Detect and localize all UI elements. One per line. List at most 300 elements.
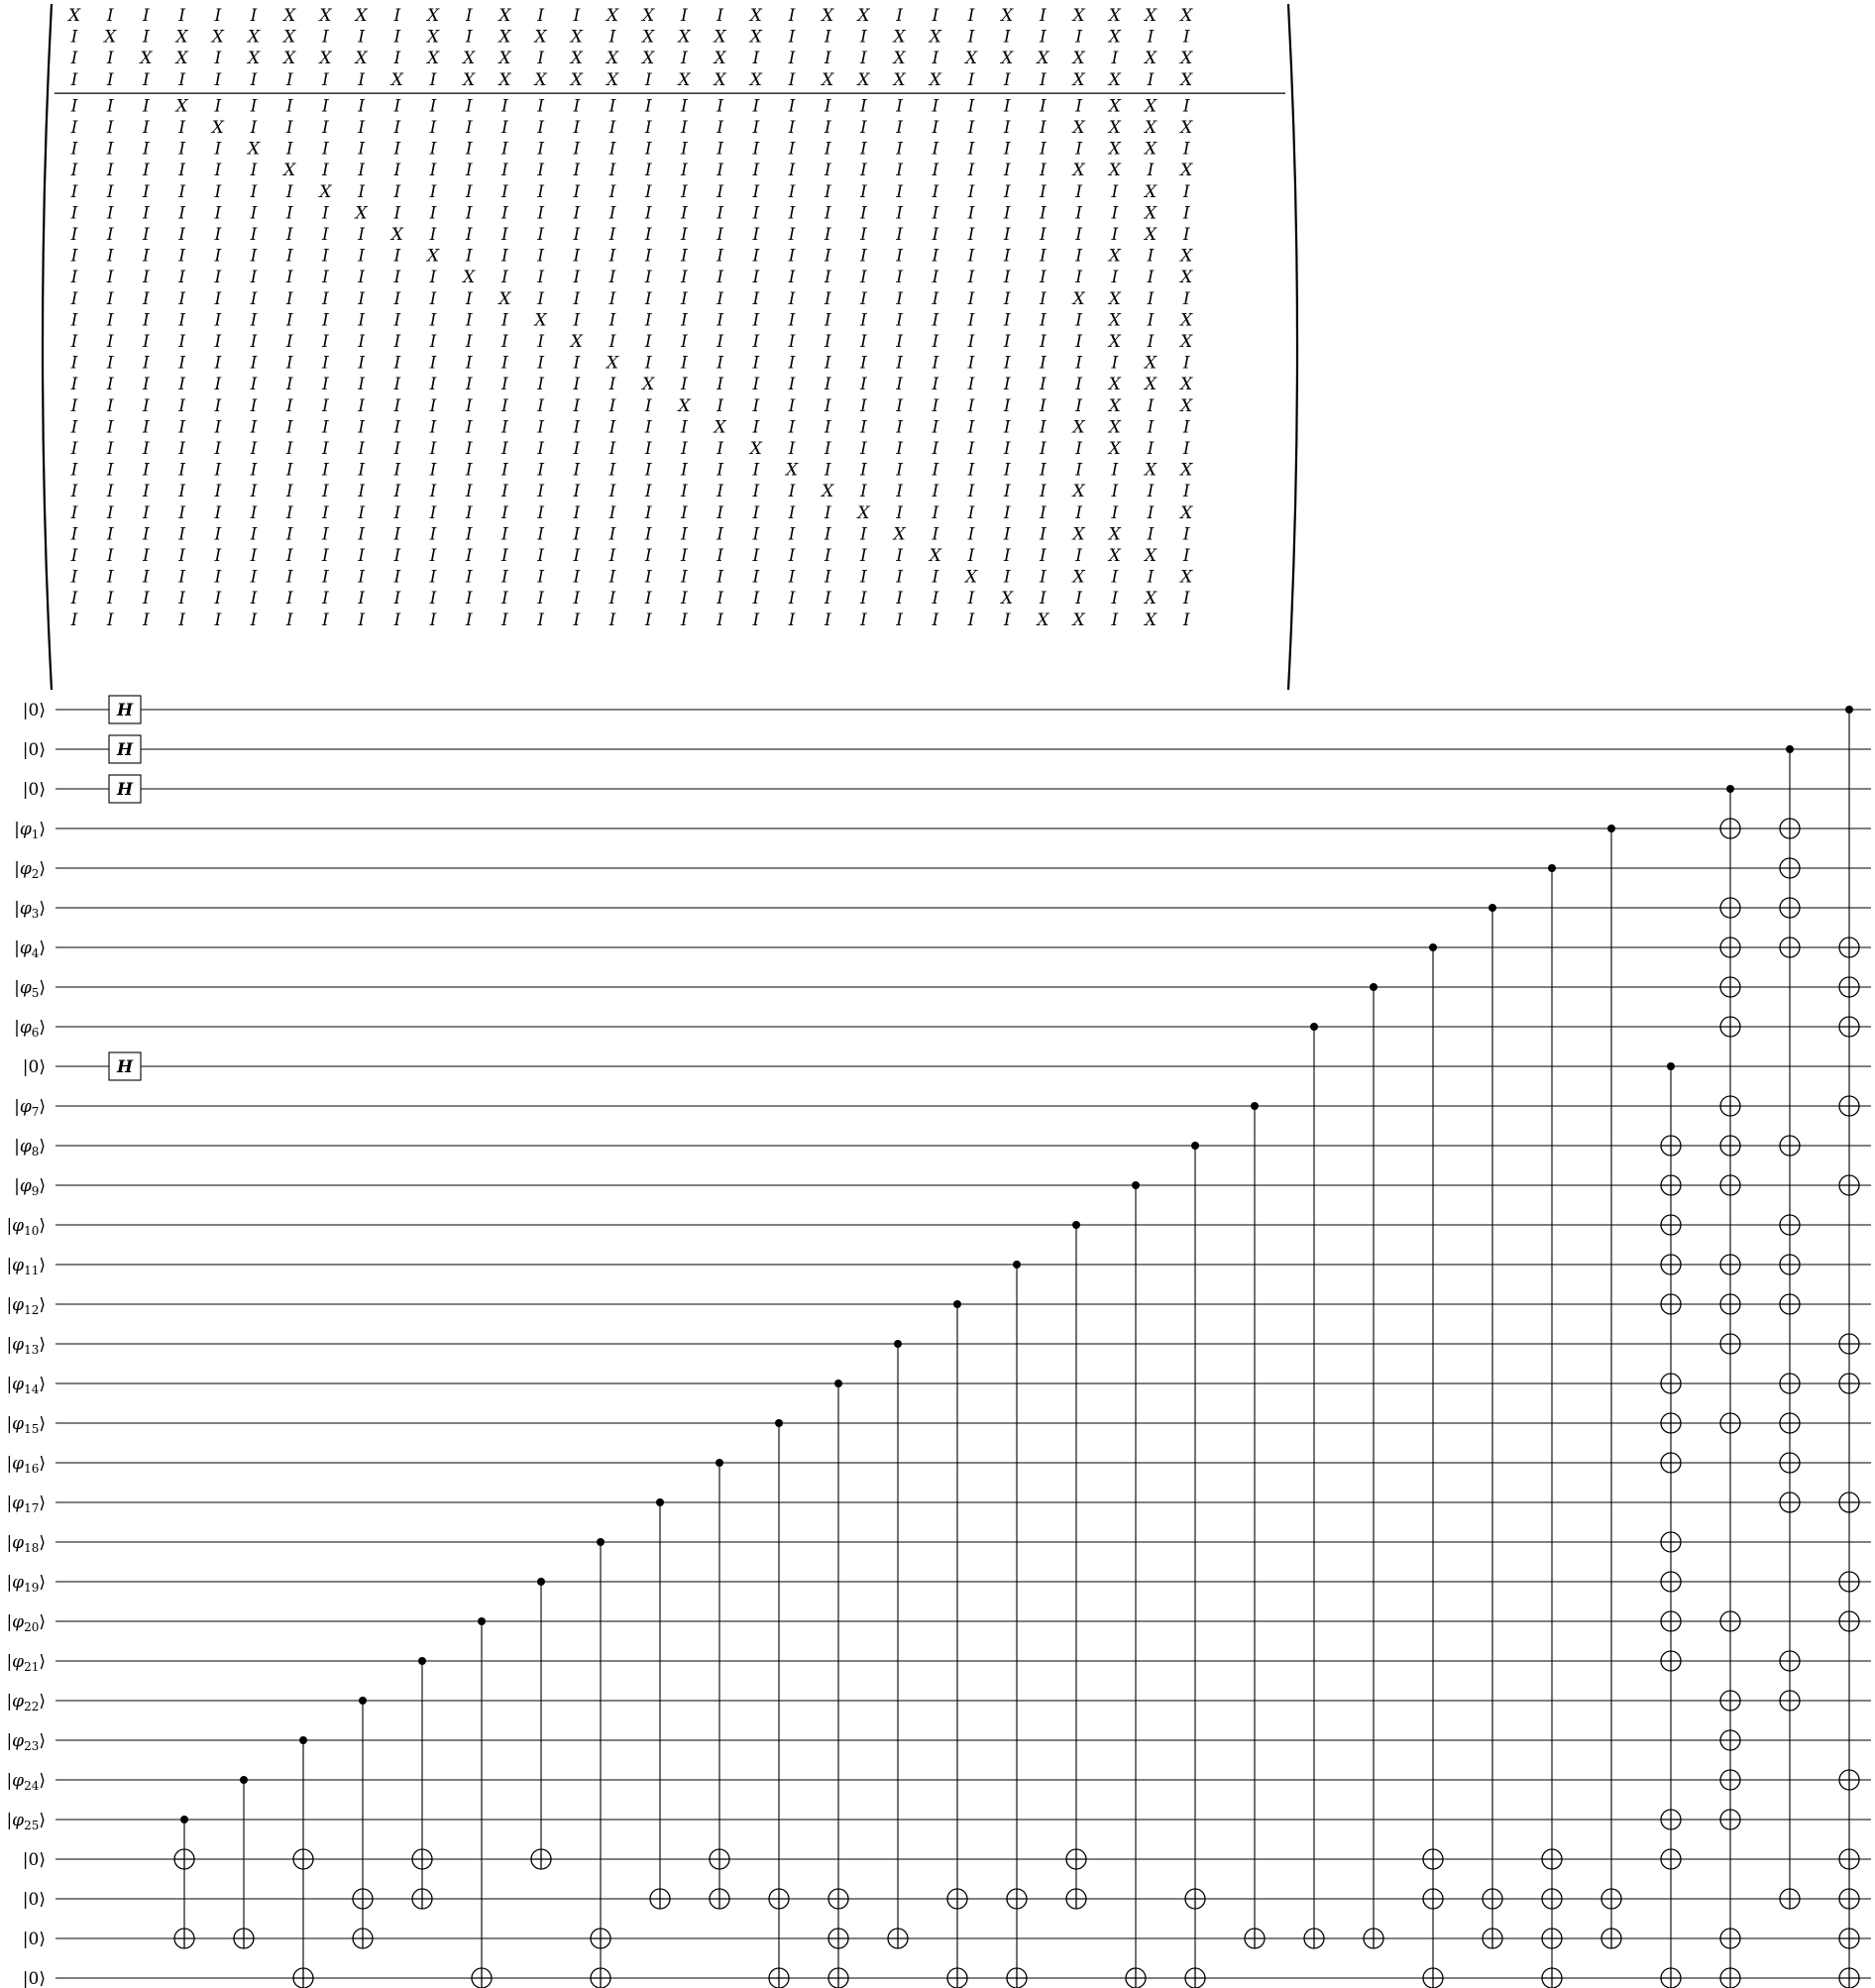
matrix-cell: I [250,417,258,438]
cnot-target [1720,819,1740,838]
matrix-cell: X [498,49,511,69]
matrix-cell: I [285,225,293,245]
matrix-cell: I [106,310,114,331]
wire-ket-symbol: φ [12,1652,25,1672]
matrix-cell: I [106,181,114,202]
matrix-cell: I [70,139,78,160]
wire-ket-symbol: φ [19,939,32,958]
matrix-cell: I [1111,181,1119,202]
control-dot [299,1736,307,1744]
matrix-cell: X [426,246,440,267]
wire-ket-subscript: 11 [24,1264,40,1277]
matrix-cell: I [429,460,437,481]
matrix-cell: I [1111,268,1119,288]
matrix-cell: I [501,203,508,224]
matrix-cell: I [214,49,222,69]
matrix-cell: I [896,375,903,395]
matrix-cell: X [893,69,906,90]
matrix-cell: I [860,353,867,374]
matrix-cell: I [465,439,473,459]
matrix-cell: I [358,96,365,117]
matrix-cell: I [465,310,473,331]
matrix-cell: I [1182,27,1190,48]
cnot-target [472,1968,492,1988]
matrix-cell: I [824,502,831,523]
matrix-cell: I [1147,69,1155,90]
wire-label: $|\varphi_{25}⟩$ [6,1811,46,1832]
matrix-cell: I [932,332,939,352]
matrix-cell: I [788,288,796,309]
matrix-cell: I [1182,96,1190,117]
matrix-cell: I [1003,567,1011,588]
wire-label: $|\varphi_{15}⟩$ [6,1414,46,1436]
matrix-cell: I [1182,225,1190,245]
matrix-cell: I [608,96,616,117]
cnot-target [947,1889,967,1909]
matrix-cell: I [250,589,258,609]
matrix-cell: I [1147,417,1155,438]
matrix-cell: I [70,69,78,90]
matrix-cell: I [788,268,796,288]
matrix-cell: X [1144,375,1158,395]
matrix-cell: I [214,353,222,374]
matrix-cell: I [860,268,867,288]
wire-label: $|\varphi_{23}⟩$ [6,1731,46,1753]
matrix-cell: I [608,139,616,160]
matrix-cell: I [717,567,723,588]
matrix-cell: I [214,203,222,224]
matrix-cell: I [573,567,581,588]
matrix-cell: I [1003,246,1011,267]
wire-ket-subscript: 22 [24,1700,40,1713]
matrix-cell: I [1147,288,1155,309]
matrix-cell: I [358,288,365,309]
matrix-cell: I [1075,225,1082,245]
matrix-cell: X [570,332,583,352]
matrix-cell: X [570,69,583,90]
matrix-cell: X [1108,375,1121,395]
matrix-cell: I [1040,589,1047,609]
matrix-cell: I [285,439,293,459]
matrix-cell: I [717,375,723,395]
wire-label: |0⟩ [22,1930,46,1949]
matrix-cell: I [896,118,903,138]
matrix-cell: I [143,268,150,288]
matrix-cell: X [1072,49,1085,69]
matrix-cell: I [214,375,222,395]
matrix-cell: I [465,502,473,523]
matrix-cell: I [501,609,508,630]
matrix-cell: I [824,246,831,267]
matrix-cell: I [860,246,867,267]
wire-ket-subscript: 14 [24,1382,40,1396]
matrix-cell: I [1182,609,1190,630]
control-dot [1845,706,1853,714]
matrix-cell: X [678,69,691,90]
wire-ket-symbol: φ [12,1573,25,1593]
matrix-cell: I [717,353,723,374]
matrix-cell: I [1003,439,1011,459]
matrix-cell: I [752,118,760,138]
matrix-cell: I [178,181,185,202]
matrix-cell: I [465,589,473,609]
matrix-cell: I [537,524,544,545]
matrix-cell: I [896,417,903,438]
matrix-cell: I [1040,310,1047,331]
matrix-cell: I [860,118,867,138]
cnot-target [1661,1651,1681,1671]
matrix-cell: I [608,482,616,502]
wire-ket-symbol: φ [12,1533,25,1553]
matrix-cell: I [860,609,867,630]
matrix-cell: I [70,375,78,395]
control-dot [1667,1062,1675,1070]
matrix-cell: I [178,6,185,26]
matrix-cell: I [860,310,867,331]
matrix-cell: I [214,460,222,481]
matrix-cell: X [463,49,476,69]
matrix-cell: I [429,417,437,438]
matrix-cell: I [1075,96,1082,117]
matrix-cell: I [393,502,401,523]
control-dot [1429,943,1437,951]
matrix-cell: I [322,502,329,523]
matrix-cell: I [537,139,544,160]
matrix-cell: I [1111,460,1119,481]
matrix-cell: X [1180,502,1193,523]
wire-ket-subscript: 10 [24,1224,40,1238]
matrix-cell: I [681,609,688,630]
matrix-right-paren [1288,4,1297,690]
matrix-cell: I [106,69,114,90]
matrix-cell: I [608,417,616,438]
matrix-cell: I [429,288,437,309]
matrix-cell: I [573,203,581,224]
matrix-cell: I [285,395,293,416]
matrix-cell: I [358,27,365,48]
matrix-cell: I [214,69,222,90]
control-dot [775,1419,783,1427]
matrix-cell: I [681,288,688,309]
matrix-cell: I [967,246,975,267]
matrix-cell: I [322,288,329,309]
matrix-cell: I [896,589,903,609]
matrix-cell: I [501,395,508,416]
wire-label: $|\varphi_{21}⟩$ [6,1652,46,1674]
matrix-cell: I [1003,203,1011,224]
cnot-target [1423,1968,1443,1988]
matrix-cell: I [681,161,688,181]
matrix-cell: I [896,288,903,309]
matrix-cell: I [501,139,508,160]
matrix-cell: I [537,203,544,224]
matrix-cell: I [573,609,581,630]
matrix-cell: I [106,567,114,588]
cnot-target [1720,1691,1740,1711]
matrix-cell: I [644,139,652,160]
matrix-cell: X [498,288,511,309]
matrix-cell: I [1147,161,1155,181]
matrix-cell: I [717,246,723,267]
matrix-cell: I [1003,417,1011,438]
cnot-target [1720,898,1740,918]
matrix-cell: I [1040,181,1047,202]
wire-ket-subscript: 20 [24,1620,40,1634]
matrix-cell: X [247,49,261,69]
matrix-cell: I [573,439,581,459]
matrix-cell: I [393,161,401,181]
matrix-cell: I [896,439,903,459]
matrix-cell: I [752,567,760,588]
matrix-cell: I [1182,203,1190,224]
hadamard-gate [109,1052,141,1080]
matrix-cell: I [465,96,473,117]
matrix-cell: I [717,288,723,309]
matrix-cell: X [175,27,188,48]
matrix-cell: I [393,181,401,202]
matrix-cell: X [606,49,619,69]
matrix-cell: I [322,375,329,395]
matrix-cell: I [537,589,544,609]
matrix-cell: I [250,567,258,588]
matrix-cell: I [788,417,796,438]
matrix-cell: X [678,27,691,48]
matrix-cell: I [932,395,939,416]
matrix-cell: I [788,181,796,202]
matrix-cell: I [967,546,975,566]
matrix-cell: X [1180,395,1193,416]
matrix-cell: I [932,181,939,202]
wire-ket-subscript: 8 [31,1145,40,1159]
matrix-cell: I [143,332,150,352]
matrix-cell: I [1075,203,1082,224]
matrix-cell: X [893,27,906,48]
matrix-cell: I [501,546,508,566]
matrix-cell: X [1072,161,1085,181]
matrix-cell: I [358,139,365,160]
matrix-cell: I [752,524,760,545]
hadamard-gate-label: H [116,740,134,760]
matrix-cell: X [211,27,224,48]
matrix-cell: I [143,567,150,588]
matrix-cell: X [1072,417,1085,438]
matrix-cell: I [465,395,473,416]
matrix-cell: I [143,439,150,459]
wire-ket-subscript: 15 [24,1422,40,1436]
matrix-cell: I [860,332,867,352]
wire-ket-symbol: 0 [28,740,40,760]
matrix-cell: I [178,417,185,438]
matrix-cell: I [1003,96,1011,117]
matrix-cell: I [501,181,508,202]
matrix-cell: I [752,395,760,416]
matrix-cell: I [573,118,581,138]
matrix-cell: I [393,118,401,138]
matrix-cell: I [322,609,329,630]
matrix-cell: I [358,589,365,609]
matrix-cell: I [932,482,939,502]
matrix-cell: I [824,375,831,395]
matrix-cell: I [896,609,903,630]
wire-label: $|\varphi_{24}⟩$ [6,1771,46,1793]
matrix-cell: I [717,139,723,160]
matrix-cell: I [967,6,975,26]
matrix-cell: I [717,96,723,117]
matrix-cell: I [285,139,293,160]
matrix-cell: I [465,332,473,352]
wire-label: |0⟩ [22,701,46,720]
matrix-cell: X [606,353,619,374]
matrix-cell: I [896,181,903,202]
matrix-cell: I [1040,27,1047,48]
matrix-cell: X [426,27,440,48]
matrix-cell: I [752,139,760,160]
matrix-cell: I [106,460,114,481]
matrix-cell: I [1111,567,1119,588]
matrix-cell: I [1040,417,1047,438]
matrix-cell: I [644,288,652,309]
matrix-cell: I [285,203,293,224]
matrix-cell: I [358,417,365,438]
matrix-cell: I [932,353,939,374]
matrix-cell: I [608,310,616,331]
matrix-cell: I [465,161,473,181]
matrix-cell: I [143,225,150,245]
cnot-target [1601,1889,1621,1909]
matrix-cell: I [896,268,903,288]
matrix-cell: X [714,69,726,90]
matrix-cell: I [788,524,796,545]
matrix-cell: X [1072,609,1085,630]
matrix-cell: I [214,268,222,288]
matrix-cell: I [752,460,760,481]
cnot-target [1661,1968,1681,1988]
matrix-cell: I [608,589,616,609]
wire-ket-symbol: 0 [28,780,40,800]
matrix-cell: I [106,268,114,288]
cnot-target [1839,1611,1859,1631]
wire-ket-subscript: 13 [24,1343,40,1357]
matrix-cell: I [644,460,652,481]
wire-ket-symbol: 0 [28,1969,40,1988]
matrix-cell: I [860,417,867,438]
matrix-cell: I [573,310,581,331]
matrix-cell: I [824,49,831,69]
wire-ket-subscript: 23 [24,1739,40,1753]
wire-ket-symbol: φ [12,1692,25,1712]
matrix-cell: I [681,460,688,481]
matrix-cell: I [178,460,185,481]
matrix-cell: X [1180,118,1193,138]
matrix-cell: I [465,246,473,267]
matrix-cell: I [285,246,293,267]
cnot-target [1720,1611,1740,1631]
matrix-cell: X [857,502,870,523]
matrix-cell: I [573,502,581,523]
wire-ket-subscript: 2 [31,867,40,881]
matrix-cell: X [1072,69,1085,90]
matrix-cell: I [250,6,258,26]
matrix-cell: X [140,49,153,69]
wire-label: $|\varphi_6⟩$ [14,1018,46,1040]
cnot-target [1839,938,1859,957]
matrix-cell: I [143,288,150,309]
matrix-cell: I [429,589,437,609]
matrix-cell: I [1003,482,1011,502]
matrix-cell: I [717,332,723,352]
matrix-cell: I [70,181,78,202]
matrix-cell: I [644,246,652,267]
cnot-target [1720,938,1740,957]
matrix-cell: I [967,332,975,352]
matrix-cell: I [824,118,831,138]
matrix-cell: I [429,96,437,117]
matrix-cell: I [681,96,688,117]
matrix-cell: I [285,310,293,331]
cnot-target [828,1889,848,1909]
matrix-cell: I [143,589,150,609]
matrix-cell: I [537,417,544,438]
matrix-cell: I [1040,203,1047,224]
matrix-cell: I [860,439,867,459]
cnot-target [1720,1294,1740,1314]
matrix-cell: I [70,118,78,138]
matrix-cell: I [358,246,365,267]
matrix-cell: I [429,375,437,395]
matrix-cell: I [1040,567,1047,588]
matrix-cell: I [1040,502,1047,523]
matrix-cell: I [178,589,185,609]
matrix-cell: I [285,482,293,502]
matrix-cell: I [106,161,114,181]
matrix-cell: I [465,375,473,395]
matrix-cell: I [250,460,258,481]
matrix-cell: I [178,609,185,630]
matrix-cell: I [501,118,508,138]
matrix-cell: X [1108,439,1121,459]
wire-ket-subscript: 21 [24,1660,40,1674]
matrix-cell: X [319,49,332,69]
matrix-cell: I [501,225,508,245]
matrix-cell: I [1003,395,1011,416]
matrix-cell: X [642,49,655,69]
matrix-cell: I [70,609,78,630]
matrix-cell: I [573,139,581,160]
matrix-cell: I [1111,225,1119,245]
matrix-cell: I [322,567,329,588]
matrix-cell: I [896,139,903,160]
matrix-cell: I [250,96,258,117]
matrix-cell: I [644,225,652,245]
matrix-cell: I [717,6,723,26]
cnot-target [1542,1929,1562,1948]
cnot-target [1720,1770,1740,1790]
matrix-cell: I [608,395,616,416]
matrix-cell: I [1040,460,1047,481]
matrix-cell: I [860,27,867,48]
matrix-cell: I [932,589,939,609]
matrix-cell: I [788,482,796,502]
matrix-cell: I [1075,268,1082,288]
matrix-cell: I [752,332,760,352]
matrix-cell: I [358,353,365,374]
cnot-target [1661,1413,1681,1433]
matrix-cell: I [143,118,150,138]
matrix-cell: I [70,268,78,288]
matrix-cell: I [285,181,293,202]
matrix-cell: I [393,6,401,26]
matrix-cell: I [573,375,581,395]
